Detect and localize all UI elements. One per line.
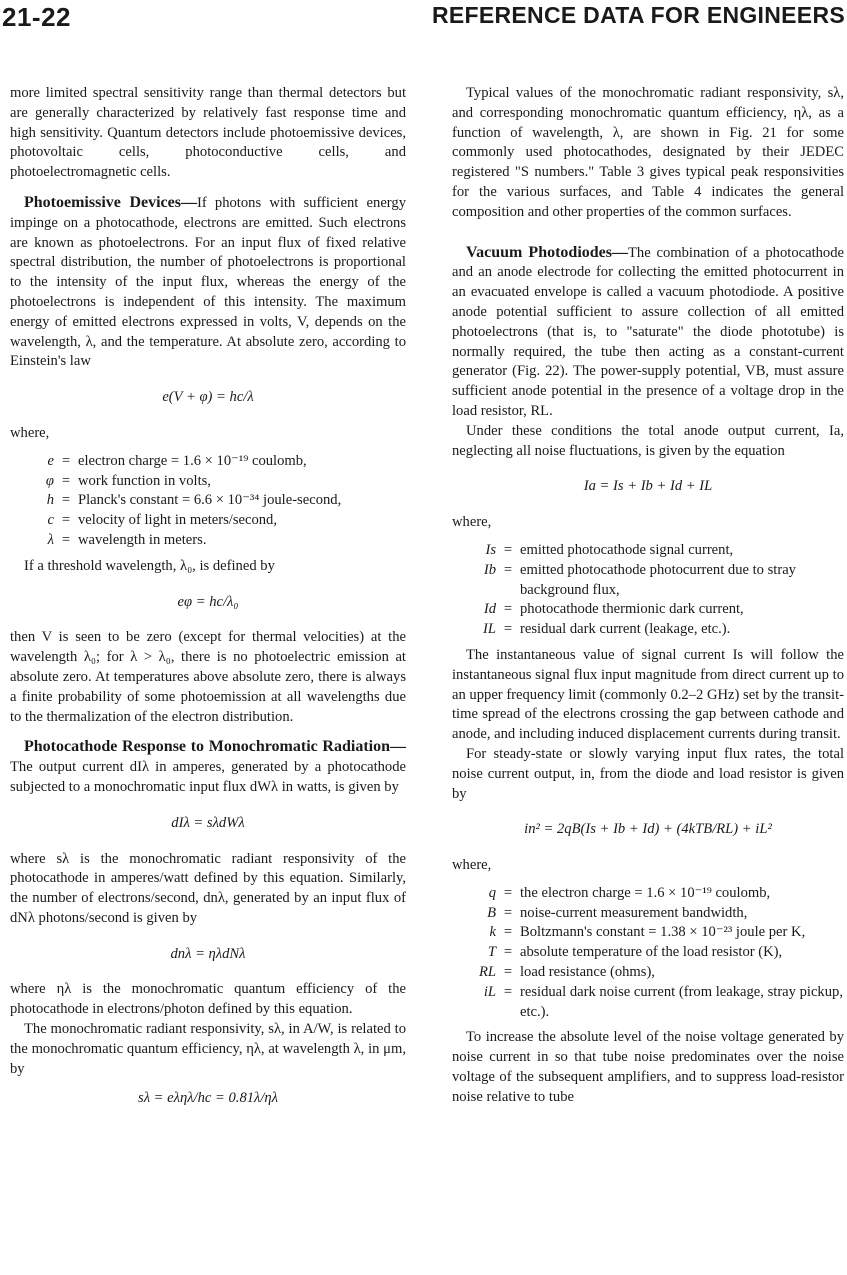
paragraph: more limited spectral sensitivity range than thermal detectors but are generally characterized by relatively fast response time and high sensitivity. Quantum detectors include photoemissive devices, photovoltaic cells, photoconductive cells, and photoelectromagnetic cells. — [10, 85, 406, 181]
definition-item — [10, 531, 406, 551]
paragraph: The monochromatic radiant responsivity, sλ, in A/W, is related to the monochromatic quantum efficiency, ηλ, at wavelength λ, in μm, by — [10, 1021, 406, 1077]
definition-text: residual dark noise current (from leakage, stray pickup, etc.). — [520, 983, 843, 1020]
definition-symbol: q — [488, 884, 496, 901]
section-heading: Photoemissive Devices— — [24, 193, 197, 211]
equals-sign: = — [503, 884, 513, 901]
equation: e(V + φ) = hc/λ — [162, 389, 254, 406]
paragraph: where ηλ is the monochromatic quantum efficiency of the photocathode in electrons/photon defined by this equation. — [10, 981, 406, 1018]
equals-sign: = — [61, 531, 71, 548]
definition-list — [10, 452, 406, 551]
definition-item — [452, 983, 844, 1023]
definition-text: absolute temperature of the load resistor (K), — [520, 944, 783, 961]
paragraph-text: If photons with sufficient energy impinge on a photocathode, electrons are emitted. Such electrons are known as photoelectrons. For an input flux of fixed relative spectral distribution, the number of photoelectrons is proportional to the intensity of the input flux, whereas the energy of the photoelectrons is independent of this intensity. The maximum energy of emitted electrons expressed in volts, V, depends on the wavelength, λ, and the temperature. At absolute zero, according to Einstein's law — [10, 194, 406, 370]
definition-item — [452, 963, 844, 983]
equation: dnλ = ηλdNλ — [170, 945, 246, 962]
definition-text: Boltzmann's constant = 1.38 × 10⁻²³ joule per K, — [520, 924, 806, 941]
section-heading: Photocathode Response to Monochromatic Radiation— — [24, 738, 406, 756]
paragraph — [10, 193, 406, 372]
definition-item — [10, 491, 406, 511]
equation: sλ = eληλ/hc = 0.81λ/ηλ — [138, 1090, 278, 1107]
definition-text: residual dark current (leakage, etc.). — [520, 621, 731, 638]
equals-sign: = — [503, 924, 513, 941]
definition-text: load resistance (ohms), — [520, 964, 655, 981]
definition-item — [452, 943, 844, 963]
definition-symbol: k — [489, 924, 496, 941]
definition-text: electron charge = 1.6 × 10⁻¹⁹ coulomb, — [78, 452, 307, 469]
equals-sign: = — [503, 964, 513, 981]
paragraph: The instantaneous value of signal current Is will follow the instantaneous signal flux input magnitude from direct current up to an upper frequency limit (commonly 0.2–2 GHz) set by the transit-time spread of the electrons crossing the gap between cathode and anode, and including induced displacement currents during transit. — [452, 646, 844, 743]
equals-sign: = — [503, 541, 513, 558]
where-label: where, — [10, 424, 50, 441]
definition-item — [452, 923, 844, 943]
definition-symbol: RL — [478, 964, 496, 981]
definition-text: noise-current measurement bandwidth, — [520, 904, 748, 921]
paragraph-text: The output current dIλ in amperes, generated by a photocathode subjected to a monochromatic input flux dWλ in watts, is given by — [10, 759, 406, 795]
running-head: REFERENCE DATA FOR ENGINEERS — [431, 2, 845, 28]
page-number: 21-22 — [2, 2, 71, 32]
definition-symbol: iL — [483, 983, 496, 1000]
definition-text: work function in volts, — [78, 472, 211, 489]
definition-item — [452, 561, 844, 601]
equation: Ia = Is + Ib + Id + IL — [583, 478, 713, 495]
definition-symbol: T — [487, 944, 496, 961]
definition-item — [452, 620, 844, 640]
definition-symbol: Is — [485, 541, 496, 558]
paragraph: If a threshold wavelength, λ₀, is defined by — [24, 557, 275, 574]
paragraph: where sλ is the monochromatic radiant responsivity of the photocathode in amperes/watt defined by this equation. Similarly, the number of electrons/second, dnλ, generated by an input flux of dNλ photons/second is given by — [10, 850, 406, 926]
definition-symbol: e — [47, 452, 54, 469]
equals-sign: = — [61, 492, 71, 509]
equals-sign: = — [61, 452, 71, 469]
paragraph: Typical values of the monochromatic radiant responsivity, sλ, and corresponding monochromatic quantum efficiency, ηλ, as a function of wavelength, λ, are shown in Fig. 21 for some commonly used photocathodes, designated by their JEDEC registered "S numbers." Table 3 gives typical peak responsivities for the various surfaces, and Table 4 indicates the general composition and other properties of the common surfaces. — [452, 85, 844, 220]
equation: in² = 2qB(Is + Ib + Id) + (4kTB/RL) + iL² — [524, 821, 772, 838]
equals-sign: = — [503, 561, 513, 578]
equation: dIλ = sλdWλ — [171, 814, 245, 831]
definition-symbol: c — [47, 512, 54, 529]
equation: eφ = hc/λ₀ — [177, 593, 239, 610]
definition-item — [452, 904, 844, 924]
paragraph: For steady-state or slowly varying input flux rates, the total noise current output, in, from the diode and load resistor is given by — [452, 745, 844, 802]
paragraph: To increase the absolute level of the noise voltage generated by noise current in so that tube noise predominates over the noise voltage of the subsequent amplifiers, and to suppress load-resistor noise relative to tube — [452, 1029, 844, 1105]
definition-symbol: λ — [47, 531, 54, 548]
definition-symbol: φ — [45, 472, 54, 489]
page-header — [0, 0, 847, 40]
left-column — [10, 84, 406, 1123]
definition-symbol: h — [46, 492, 54, 509]
definition-text: the electron charge = 1.6 × 10⁻¹⁹ coulomb, — [520, 884, 771, 901]
where-label: where, — [452, 514, 492, 531]
paragraph: then V is seen to be zero (except for thermal velocities) at the wavelength λ₀; for λ > λ₀, there is no photoelectric emission at absolute zero. At temperatures above absolute zero, there is always a finite probability of some photoemission at all wavelengths due to the thermalization of the electron distribution. — [10, 629, 406, 725]
definition-item — [10, 511, 406, 531]
definition-item — [10, 472, 406, 492]
paragraph — [452, 243, 844, 422]
equals-sign: = — [503, 983, 513, 1000]
definition-text: wavelength in meters. — [78, 531, 207, 548]
paragraph: Under these conditions the total anode output current, Ia, neglecting all noise fluctuations, is given by the equation — [452, 422, 844, 459]
definition-symbol: B — [487, 904, 496, 921]
definition-symbol: Id — [483, 601, 496, 618]
equals-sign: = — [503, 601, 513, 618]
definition-text: photocathode thermionic dark current, — [520, 601, 744, 618]
definition-list — [452, 884, 844, 1023]
section-heading: Vacuum Photodiodes— — [466, 243, 629, 261]
definition-item — [452, 884, 844, 904]
definition-symbol: Ib — [483, 561, 496, 578]
definition-list — [452, 541, 844, 640]
equals-sign: = — [503, 944, 513, 961]
definition-text: Planck's constant = 6.6 × 10⁻³⁴ joule-second, — [78, 492, 342, 509]
paragraph — [10, 737, 406, 797]
paragraph-text: The combination of a photocathode and an anode electrode for collecting the emitted photocurrent in an evacuated envelope is called a vacuum photodiode. A positive anode potential sufficient to assure collection of all emitted photoelectrons (that is, to "saturate" the diode phototube) is normally required, the tube then acting as a constant-current generator (Fig. 22). The power-supply potential, VB, must assure sufficient anode potential in the presence of a voltage drop in the load resistor, RL. — [452, 244, 844, 419]
definition-item — [452, 541, 844, 561]
definition-item — [10, 452, 406, 472]
equals-sign: = — [503, 621, 513, 638]
definition-text: emitted photocathode photocurrent due to stray background flux, — [520, 561, 796, 598]
definition-item — [452, 600, 844, 620]
equals-sign: = — [503, 904, 513, 921]
equals-sign: = — [61, 512, 71, 529]
definition-text: emitted photocathode signal current, — [520, 541, 734, 558]
definition-text: velocity of light in meters/second, — [78, 512, 277, 529]
definition-symbol: IL — [483, 621, 496, 638]
right-column — [452, 84, 844, 1108]
equals-sign: = — [61, 472, 71, 489]
where-label: where, — [452, 857, 492, 874]
